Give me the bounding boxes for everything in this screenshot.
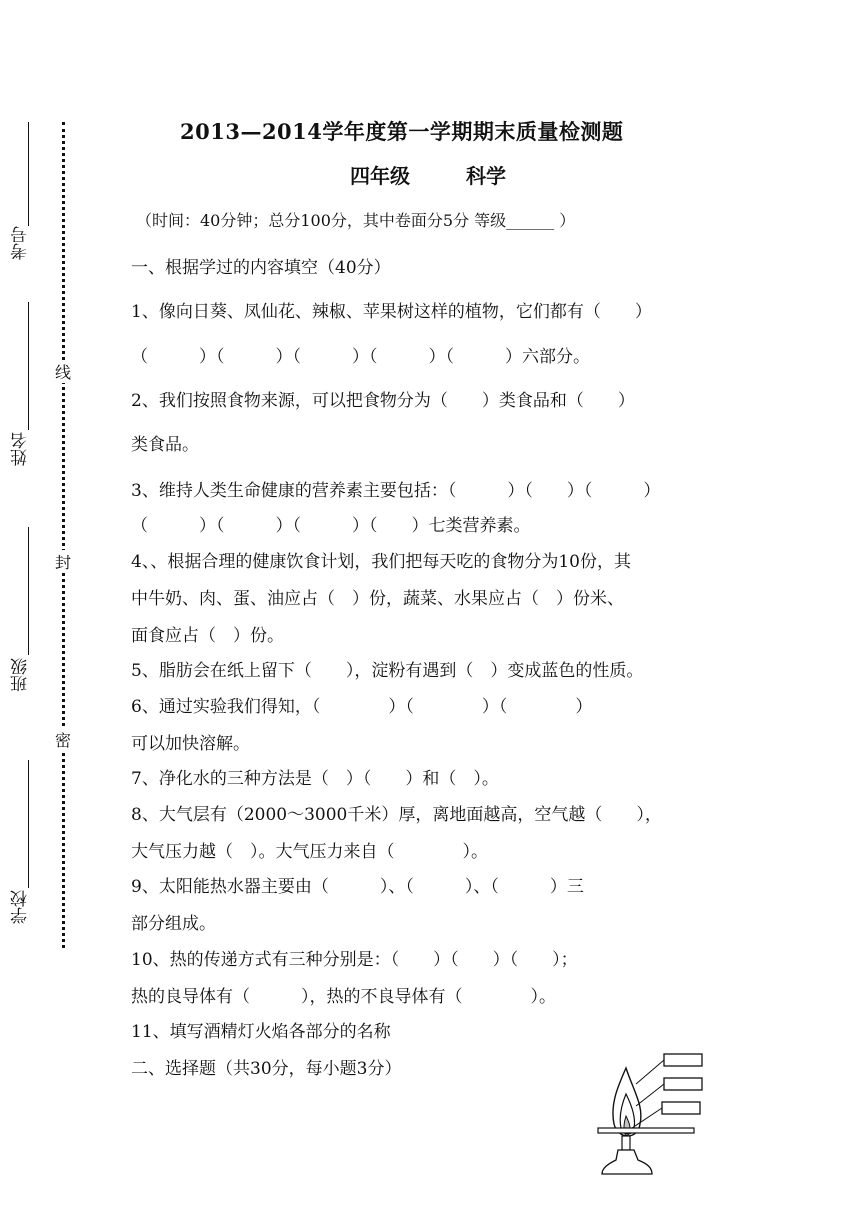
subject-label: 科学: [466, 164, 506, 188]
school-blank: [28, 760, 29, 888]
lamp-body-icon: [602, 1150, 652, 1174]
question-line: 8、大气层有（2000～3000千米）厚，离地面越高，空气越（ ），: [131, 805, 662, 825]
class-label: 班级: [11, 658, 31, 692]
question-line: 9、太阳能热水器主要由（ ）、（ ）、（ ）三: [131, 877, 584, 897]
question-line: 类食品。: [131, 435, 199, 455]
question-line: （ ）（ ）（ ）（ ）（ ）六部分。: [131, 347, 590, 367]
class-blank: [28, 527, 29, 655]
question-line: 2、我们按照食物来源，可以把食物分为（ ）类食品和（ ）: [131, 391, 635, 411]
alcohol-lamp-figure: [588, 1048, 718, 1178]
question-line: （ ）（ ）（ ）（ ）七类营养素。: [131, 516, 531, 536]
question-line: 1、像向日葵、凤仙花、辣椒、苹果树这样的植物，它们都有（ ）: [131, 302, 652, 322]
question-line: 10、热的传递方式有三种分别是：（ ）（ ）（ ）；: [131, 950, 578, 970]
question-line: 3、维持人类生命健康的营养素主要包括：（ ）（ ）（ ）: [131, 481, 661, 501]
seal-char-secret: 密: [55, 728, 71, 751]
name-label: 姓名: [11, 432, 31, 466]
question-line: 7、净化水的三种方法是（ ）（ ）和（ ）。: [131, 769, 499, 789]
question-line: 面食应占（ ）份。: [131, 626, 284, 646]
question-line: 5、脂肪会在纸上留下（ ），淀粉有遇到（ ）变成蓝色的性质。: [131, 661, 644, 681]
test-stick: [598, 1128, 694, 1133]
question-line: 部分组成。: [131, 914, 216, 934]
seal-char-line: 线: [55, 360, 71, 383]
question-line: 热的良导体有（ ），热的不良导体有（ ）。: [131, 987, 556, 1007]
question-line: 6、通过实验我们得知，（ ）（ ）（ ）: [131, 697, 593, 717]
section-heading-1: 一、根据学过的内容填空（40分）: [131, 258, 391, 278]
exam-info: （时间：40分钟；总分100分，其中卷面分5分 等级______ ）: [136, 211, 576, 230]
flame-label-box: [664, 1078, 702, 1090]
question-line: 11、填写酒精灯火焰各部分的名称: [131, 1022, 391, 1042]
question-line: 4、、根据合理的健康饮食计划，我们把每天吃的食物分为10份，其: [131, 552, 631, 572]
section-heading-2: 二、选择题（共30分，每小题3分）: [131, 1059, 402, 1079]
question-line: 可以加快溶解。: [131, 734, 250, 754]
school-label: 学校: [11, 890, 31, 924]
exam-number-blank: [28, 122, 29, 226]
seal-char-seal: 封: [55, 550, 71, 573]
question-line: 大气压力越（ ）。大气压力来自（ ）。: [131, 842, 488, 862]
name-blank: [28, 302, 29, 430]
exam-number-label: 考号: [11, 226, 31, 260]
flame-label-box: [664, 1054, 702, 1066]
seal-dotted-line: [62, 122, 65, 948]
grade-label: 四年级: [350, 164, 410, 188]
exam-title: 2013—2014学年度第一学期期末质量检测题: [180, 119, 624, 144]
question-line: 中牛奶、肉、蛋、油应占（ ）份，蔬菜、水果应占（ ）份米、: [131, 589, 624, 609]
flame-label-box: [662, 1102, 700, 1114]
